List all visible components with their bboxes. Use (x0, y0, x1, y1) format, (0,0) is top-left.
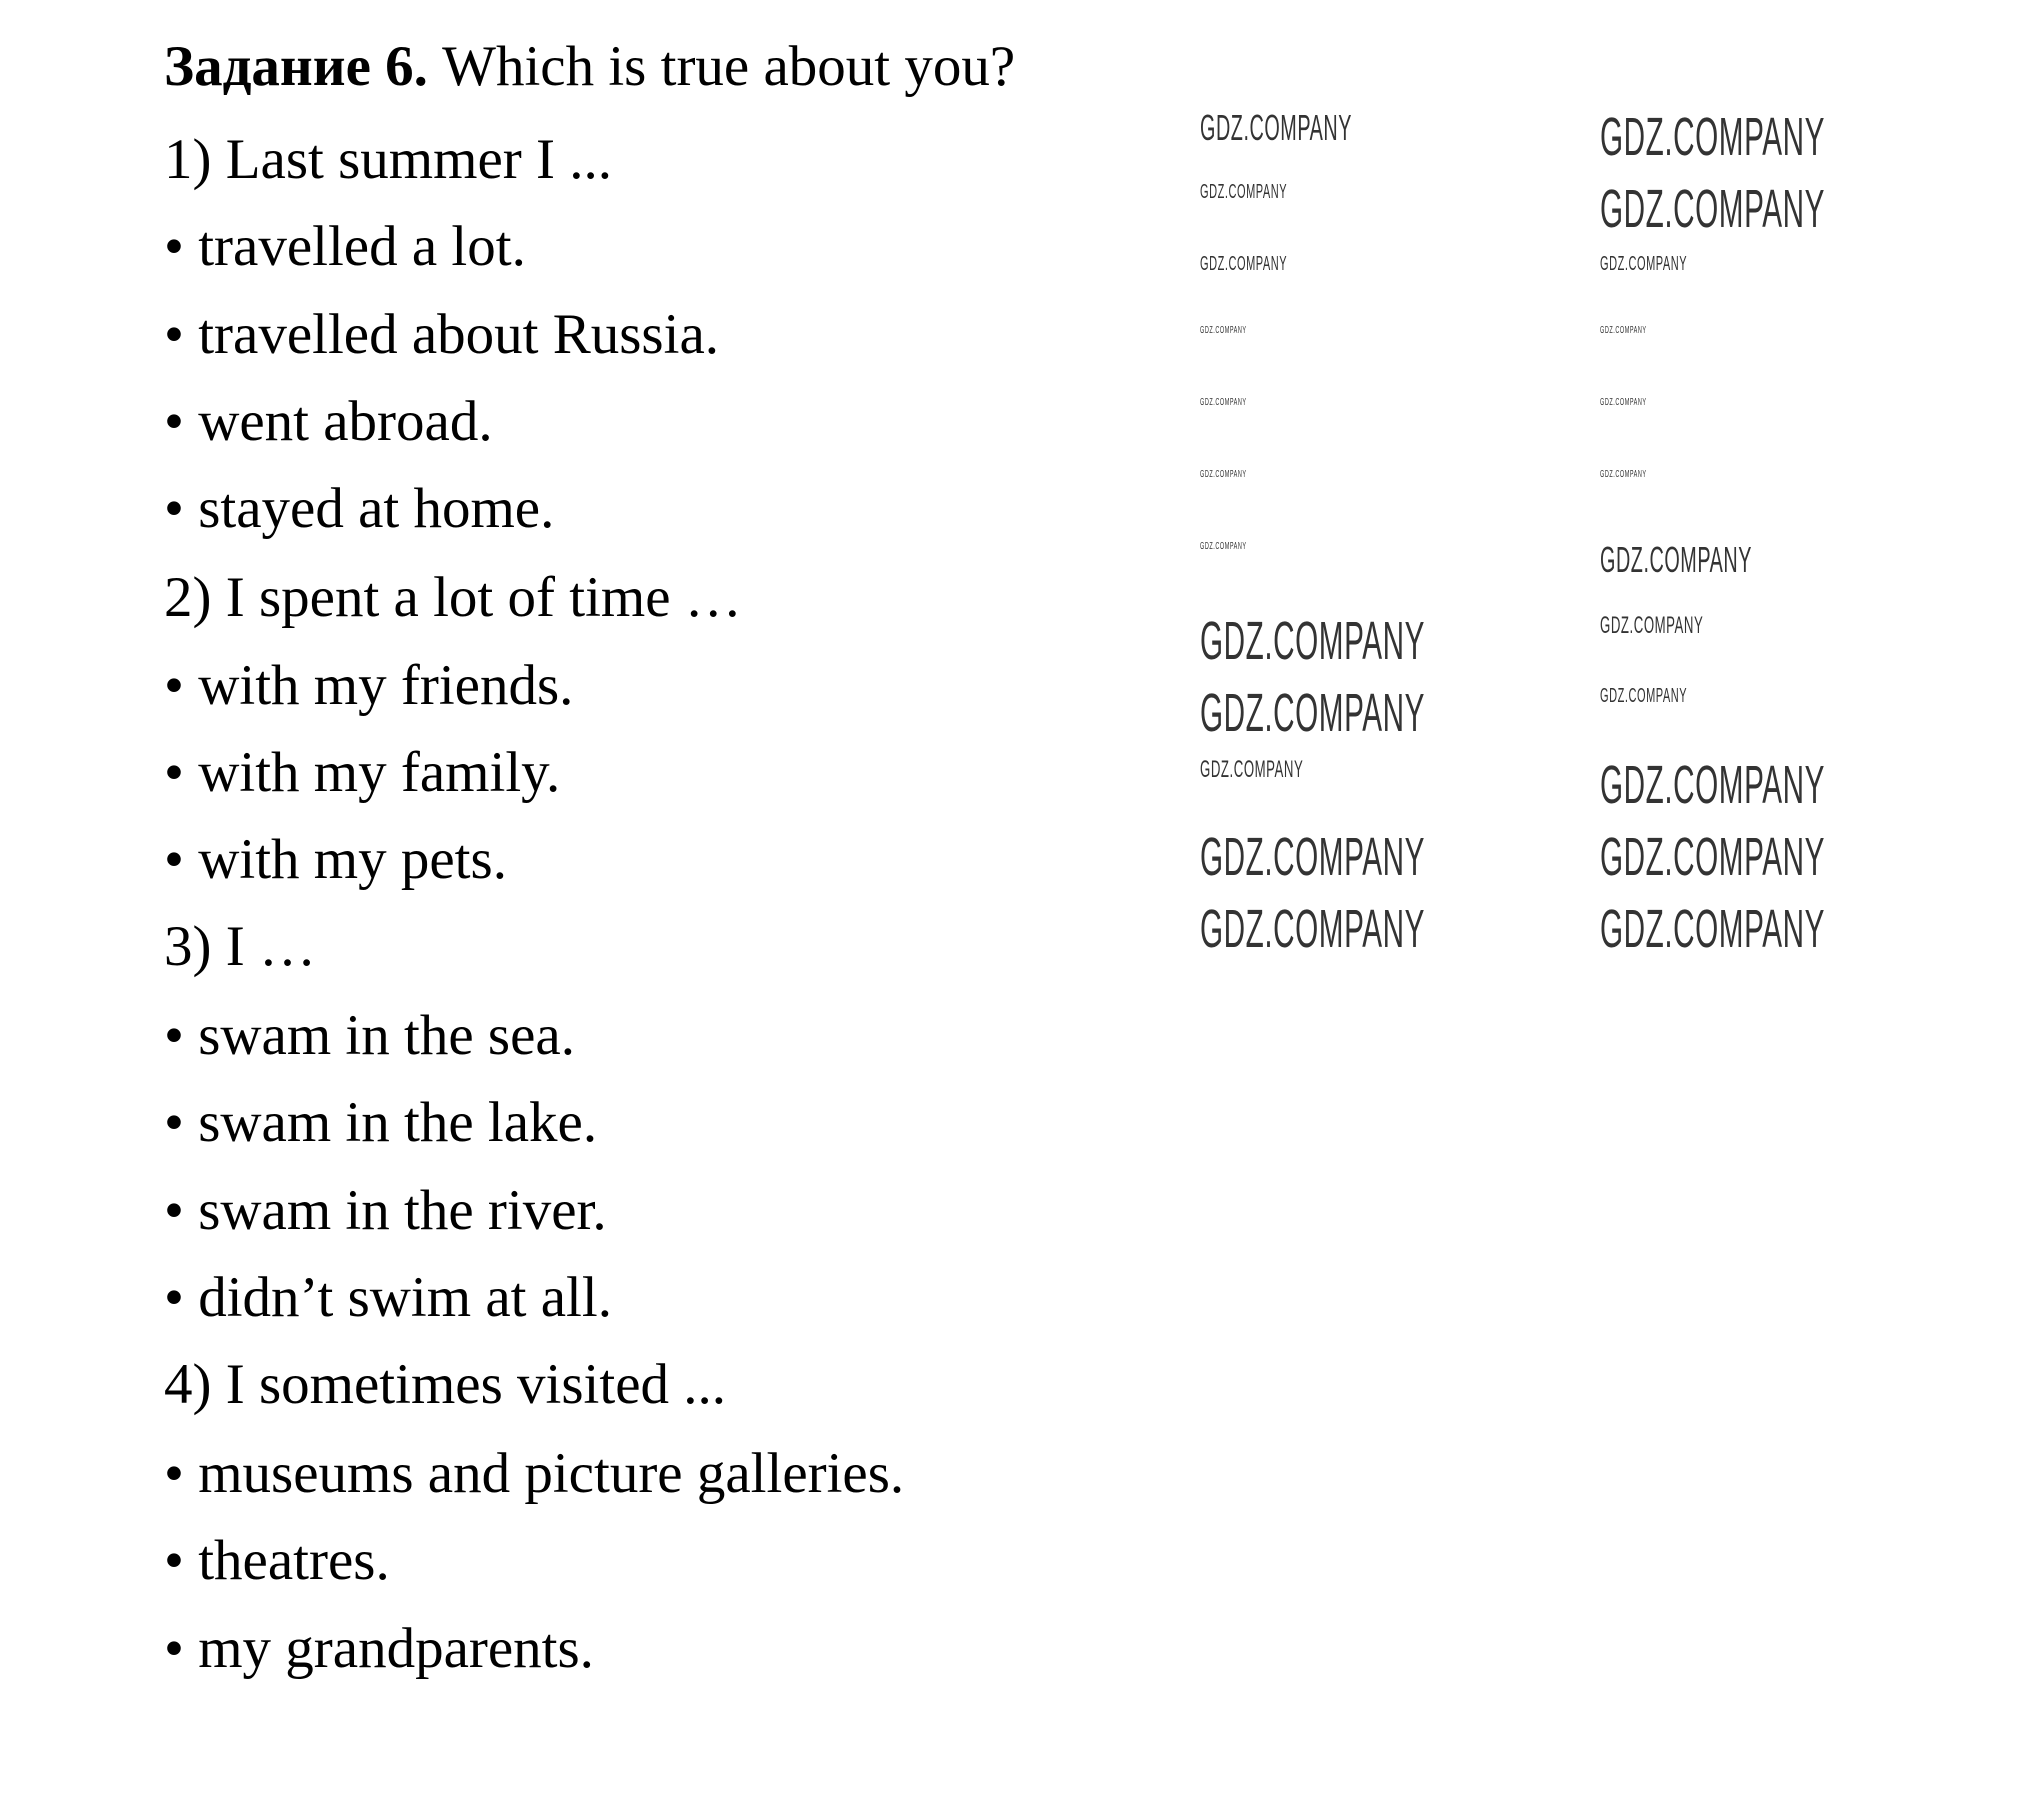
watermark: GDZ.COMPANY (1600, 899, 1825, 959)
watermark: GDZ.COMPANY (1600, 755, 1825, 815)
question-prompt: 4) I sometimes visited ... (164, 1353, 727, 1417)
watermark: GDZ.COMPANY (1600, 539, 1752, 580)
watermark: GDZ.COMPANY (1600, 253, 1688, 275)
watermark: GDZ.COMPANY (1600, 107, 1825, 167)
exercise-question: Which is true about you? (427, 35, 1016, 98)
watermark: GDZ.COMPANY (1600, 397, 1647, 408)
answer-option: • swam in the sea. (164, 1003, 575, 1067)
answer-option: • my grandparents. (164, 1617, 594, 1681)
answer-option: • with my family. (164, 741, 561, 805)
watermark: GDZ.COMPANY (1200, 541, 1247, 552)
answer-option: • stayed at home. (164, 477, 555, 541)
watermark: GDZ.COMPANY (1600, 685, 1688, 707)
answer-option: • didn’t swim at all. (164, 1266, 612, 1330)
watermark: GDZ.COMPANY (1200, 611, 1425, 671)
watermark: GDZ.COMPANY (1600, 612, 1704, 639)
answer-option: • travelled a lot. (164, 214, 526, 278)
answer-option: • swam in the river. (164, 1179, 607, 1243)
answer-option: • theatres. (164, 1528, 390, 1592)
watermark: GDZ.COMPANY (1200, 325, 1247, 336)
answer-option: • travelled about Russia. (164, 303, 719, 366)
exercise-title (164, 35, 1016, 98)
watermark: GDZ.COMPANY (1200, 107, 1352, 148)
question-prompt: 3) I … (164, 915, 316, 979)
answer-option: • with my friends. (164, 654, 574, 717)
answer-option: • with my pets. (164, 828, 507, 892)
answer-option: • museums and picture galleries. (164, 1441, 905, 1505)
watermark: GDZ.COMPANY (1600, 325, 1647, 336)
question-prompt: 1) Last summer I ... (164, 127, 612, 191)
question-prompt: 2) I spent a lot of time … (164, 565, 742, 629)
watermark: GDZ.COMPANY (1200, 397, 1247, 408)
exercise-number: Задание 6. (164, 35, 428, 98)
watermark: GDZ.COMPANY (1200, 469, 1247, 480)
watermark: GDZ.COMPANY (1600, 469, 1647, 480)
watermark: GDZ.COMPANY (1600, 179, 1825, 239)
watermark: GDZ.COMPANY (1200, 253, 1288, 275)
watermark: GDZ.COMPANY (1200, 756, 1304, 783)
answer-option: • went abroad. (164, 390, 493, 454)
watermark: GDZ.COMPANY (1200, 827, 1425, 887)
watermark: GDZ.COMPANY (1600, 827, 1825, 887)
watermark: GDZ.COMPANY (1200, 683, 1425, 743)
answer-option: • swam in the lake. (164, 1090, 598, 1154)
watermark: GDZ.COMPANY (1200, 181, 1288, 203)
watermark: GDZ.COMPANY (1200, 899, 1425, 959)
